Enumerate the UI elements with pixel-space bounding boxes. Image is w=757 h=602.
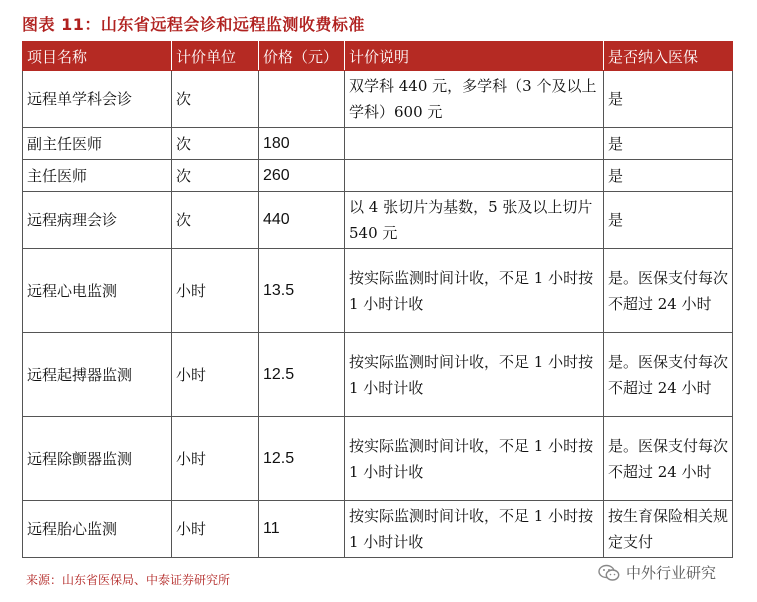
- header-item-name: 项目名称: [23, 42, 172, 71]
- cell-insured: 是: [604, 71, 733, 128]
- header-price: 价格（元）: [259, 42, 345, 71]
- cell-unit: 小时: [172, 333, 259, 417]
- table-row: [23, 128, 733, 160]
- cell-desc: 按实际监测时间计收，不足 1 小时按 1 小时计收: [345, 333, 604, 417]
- cell-insured: 是。医保支付每次不超过 24 小时: [604, 333, 733, 417]
- watermark: [598, 562, 716, 583]
- cell-desc: 以 4 张切片为基数，5 张及以上切片 540 元: [345, 192, 604, 249]
- cell-name: 远程起搏器监测: [23, 333, 172, 417]
- cell-insured: 是: [604, 160, 733, 192]
- cell-name: 远程单学科会诊: [23, 71, 172, 128]
- figure-title: 图表 11：山东省远程会诊和远程监测收费标准: [22, 15, 365, 34]
- table-header-row: [23, 42, 733, 71]
- cell-desc: 按实际监测时间计收，不足 1 小时按 1 小时计收: [345, 501, 604, 558]
- table-row: [23, 192, 733, 249]
- cell-price: 12.5: [259, 417, 345, 501]
- header-description: 计价说明: [345, 42, 604, 71]
- table-row: [23, 417, 733, 501]
- cell-desc: 按实际监测时间计收，不足 1 小时按 1 小时计收: [345, 249, 604, 333]
- wechat-icon: [598, 564, 620, 582]
- cell-unit: 次: [172, 128, 259, 160]
- cell-unit: 小时: [172, 249, 259, 333]
- cell-name: 远程胎心监测: [23, 501, 172, 558]
- cell-desc: 按实际监测时间计收，不足 1 小时按 1 小时计收: [345, 417, 604, 501]
- table-row: [23, 333, 733, 417]
- cell-price: 11: [259, 501, 345, 558]
- table-row: [23, 501, 733, 558]
- cell-name: 主任医师: [23, 160, 172, 192]
- table-row: [23, 71, 733, 128]
- cell-insured: 是: [604, 192, 733, 249]
- cell-price: 440: [259, 192, 345, 249]
- cell-unit: 次: [172, 160, 259, 192]
- cell-price: 260: [259, 160, 345, 192]
- cell-price: 12.5: [259, 333, 345, 417]
- table-row: [23, 160, 733, 192]
- cell-desc: [345, 128, 604, 160]
- cell-insured: 是: [604, 128, 733, 160]
- watermark-text: 中外行业研究: [626, 564, 717, 582]
- cell-price: [259, 71, 345, 128]
- header-insured: 是否纳入医保: [604, 42, 733, 71]
- cell-name: 远程病理会诊: [23, 192, 172, 249]
- cell-desc: [345, 160, 604, 192]
- source-note: 来源：山东省医保局、中泰证券研究所: [26, 573, 231, 587]
- cell-unit: 小时: [172, 501, 259, 558]
- cell-unit: 次: [172, 192, 259, 249]
- cell-insured: 是。医保支付每次不超过 24 小时: [604, 249, 733, 333]
- header-unit: 计价单位: [172, 42, 259, 71]
- table-row: [23, 249, 733, 333]
- cell-price: 180: [259, 128, 345, 160]
- cell-insured: 是。医保支付每次不超过 24 小时: [604, 417, 733, 501]
- cell-name: 远程心电监测: [23, 249, 172, 333]
- cell-name: 副主任医师: [23, 128, 172, 160]
- fee-table: [22, 41, 733, 558]
- cell-name: 远程除颤器监测: [23, 417, 172, 501]
- cell-price: 13.5: [259, 249, 345, 333]
- cell-insured: 按生育保险相关规定支付: [604, 501, 733, 558]
- cell-unit: 小时: [172, 417, 259, 501]
- cell-unit: 次: [172, 71, 259, 128]
- cell-desc: 双学科 440 元，多学科（3 个及以上学科）600 元: [345, 71, 604, 128]
